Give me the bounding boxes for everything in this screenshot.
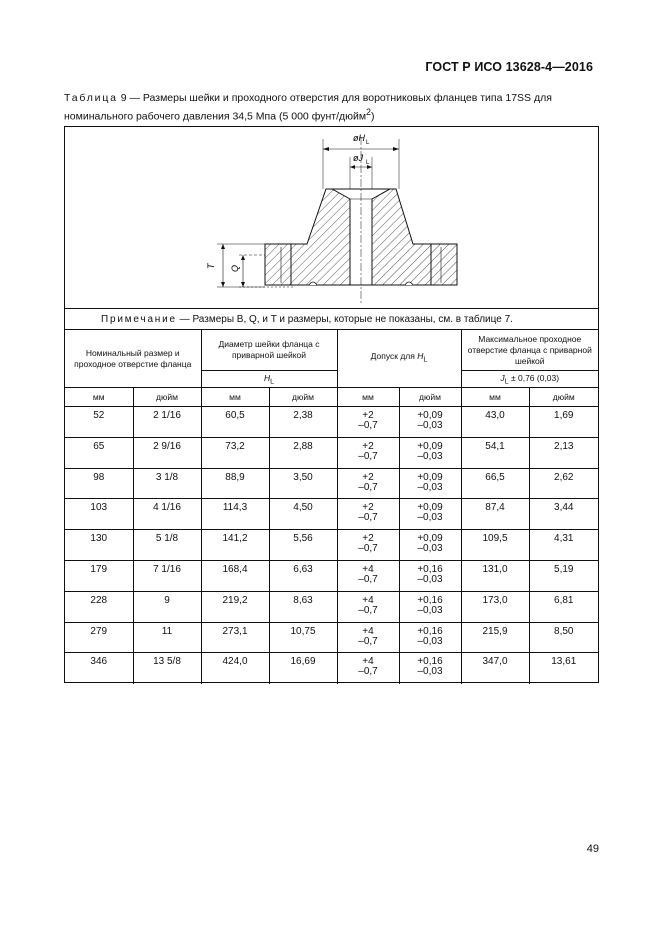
- page-number: 49: [586, 843, 599, 855]
- tolerance-minus: –0,7: [358, 573, 378, 585]
- cell-tol-in: [399, 530, 461, 561]
- cell-nominal-in: 11: [133, 622, 201, 653]
- col-header-neck-symbol: $H_L$: [201, 371, 337, 388]
- tolerance-plus: +0,16: [417, 625, 443, 637]
- cell-hl-in: 16,69: [269, 653, 337, 684]
- cell-nominal-mm: 65: [65, 437, 133, 468]
- tolerance-minus: –0,7: [358, 666, 378, 678]
- cell-nominal-mm: 103: [65, 499, 133, 530]
- tolerance-minus: –0,03: [417, 543, 443, 555]
- tolerance-plus: +2: [362, 410, 374, 421]
- col-header-bore: Максимальное проходное отверстие фланца с приварной шейкой: [461, 330, 598, 371]
- cell-hl-mm: 168,4: [201, 560, 269, 591]
- cell-jl-in: 5,19: [529, 560, 598, 591]
- tolerance-plus: +4: [362, 594, 374, 606]
- tolerance-plus: +2: [362, 533, 374, 545]
- unit-mm: мм: [201, 388, 269, 407]
- cell-hl-mm: 273,1: [201, 622, 269, 653]
- tolerance-minus: –0,7: [358, 481, 378, 493]
- cell-tol-in: [399, 622, 461, 653]
- cell-tol-mm: [337, 622, 399, 653]
- tolerance-plus: +0,09: [417, 410, 443, 421]
- dim-q-label: Q: [230, 264, 240, 272]
- col-header-nominal: Номинальный размер и проходное отверстие фланца: [65, 330, 201, 388]
- tolerance-minus: –0,03: [417, 604, 443, 616]
- tolerance-minus: –0,7: [358, 635, 378, 647]
- tolerance-plus: +2: [362, 440, 374, 452]
- cell-tol-in: [399, 499, 461, 530]
- note: [65, 308, 598, 329]
- cell-nominal-in: 5 1/8: [133, 530, 201, 561]
- tolerance-minus: –0,03: [417, 512, 443, 524]
- table-frame: [64, 126, 599, 683]
- flange-left-section: [265, 244, 291, 285]
- cell-tol-in: [399, 407, 461, 438]
- table-row: [65, 591, 598, 622]
- cell-jl-mm: 131,0: [461, 560, 529, 591]
- tolerance-minus: –0,7: [358, 512, 378, 524]
- tolerance-minus: –0,7: [358, 450, 378, 462]
- unit-in: дюйм: [399, 388, 461, 407]
- unit-mm: мм: [337, 388, 399, 407]
- dim-jl-sub: L: [366, 160, 370, 166]
- cell-tol-mm: [337, 560, 399, 591]
- tolerance-plus: +4: [362, 563, 374, 575]
- cell-tol-mm: [337, 499, 399, 530]
- tolerance-plus: +0,09: [417, 471, 443, 483]
- tolerance-minus: –0,03: [417, 573, 443, 585]
- cell-nominal-in: 3 1/8: [133, 468, 201, 499]
- cell-tol-mm: [337, 468, 399, 499]
- flange-left-neck: [291, 189, 350, 285]
- cell-jl-in: 2,13: [529, 437, 598, 468]
- tolerance-minus: –0,03: [417, 420, 443, 431]
- cell-hl-in: 2,88: [269, 437, 337, 468]
- cell-hl-in: 6,63: [269, 560, 337, 591]
- unit-in: дюйм: [529, 388, 598, 407]
- cell-jl-mm: 173,0: [461, 591, 529, 622]
- flange-drawing: [65, 127, 598, 308]
- cell-nominal-mm: 130: [65, 530, 133, 561]
- unit-mm: мм: [461, 388, 529, 407]
- cell-jl-mm: 66,5: [461, 468, 529, 499]
- tolerance-minus: –0,7: [358, 420, 378, 431]
- tolerance-plus: +4: [362, 656, 374, 668]
- cell-nominal-in: 7 1/16: [133, 560, 201, 591]
- cell-tol-mm: [337, 407, 399, 438]
- cell-nominal-in: 13 5/8: [133, 653, 201, 684]
- flange-right-section: [431, 244, 457, 285]
- cell-jl-mm: 54,1: [461, 437, 529, 468]
- cell-hl-in: 4,50: [269, 499, 337, 530]
- note-text: — Размеры B, Q, и T и размеры, которые не показаны, см. в таблице 7.: [176, 314, 513, 325]
- caption-close: ): [370, 110, 375, 122]
- cell-jl-in: 1,69: [529, 407, 598, 438]
- caption-label: Таблица: [64, 92, 118, 104]
- dim-hl-sub: L: [366, 140, 370, 146]
- tolerance-minus: –0,7: [358, 543, 378, 555]
- cell-nominal-mm: 346: [65, 653, 133, 684]
- cell-hl-in: 3,50: [269, 468, 337, 499]
- cell-tol-in: [399, 437, 461, 468]
- cell-jl-mm: 347,0: [461, 653, 529, 684]
- cell-nominal-in: 2 9/16: [133, 437, 201, 468]
- cell-jl-in: 8,50: [529, 622, 598, 653]
- unit-mm: мм: [65, 388, 133, 407]
- cell-tol-mm: [337, 653, 399, 684]
- cell-hl-mm: 88,9: [201, 468, 269, 499]
- cell-nominal-in: 9: [133, 591, 201, 622]
- unit-in: дюйм: [269, 388, 337, 407]
- dim-hl-label: øH: [353, 133, 365, 143]
- unit-in: дюйм: [133, 388, 201, 407]
- cell-tol-mm: [337, 437, 399, 468]
- tolerance-plus: +4: [362, 625, 374, 637]
- cell-tol-mm: [337, 591, 399, 622]
- table-row: [65, 530, 598, 561]
- col-header-bore-symbol: $J_L \pm 0,76$ (0,03): [461, 371, 598, 388]
- tolerance-minus: –0,03: [417, 450, 443, 462]
- table-row: [65, 622, 598, 653]
- table-row: [65, 560, 598, 591]
- dimensions-table: [65, 329, 598, 684]
- cell-jl-mm: 109,5: [461, 530, 529, 561]
- cell-hl-in: 2,38: [269, 407, 337, 438]
- cell-jl-in: 2,62: [529, 468, 598, 499]
- tolerance-plus: +0,09: [417, 440, 443, 452]
- cell-hl-mm: 60,5: [201, 407, 269, 438]
- tolerance-minus: –0,03: [417, 666, 443, 678]
- cell-hl-mm: 219,2: [201, 591, 269, 622]
- cell-nominal-in: 2 1/16: [133, 407, 201, 438]
- table-row: [65, 653, 598, 684]
- tolerance-plus: +0,16: [417, 656, 443, 668]
- tolerance-minus: –0,7: [358, 604, 378, 616]
- cell-nominal-mm: 52: [65, 407, 133, 438]
- cell-tol-in: [399, 468, 461, 499]
- caption-sup: 2: [366, 106, 371, 117]
- table-row: [65, 499, 598, 530]
- cell-hl-mm: 141,2: [201, 530, 269, 561]
- cell-nominal-mm: 179: [65, 560, 133, 591]
- tolerance-plus: +2: [362, 502, 374, 514]
- col-header-tolerance: Допуск для $H_L$: [337, 330, 461, 388]
- cell-jl-in: 6,81: [529, 591, 598, 622]
- cell-jl-in: 3,44: [529, 499, 598, 530]
- cell-tol-in: [399, 560, 461, 591]
- flange-right-neck: [372, 189, 431, 285]
- cell-jl-in: 4,31: [529, 530, 598, 561]
- cell-hl-mm: 424,0: [201, 653, 269, 684]
- table-row: [65, 407, 598, 438]
- cell-hl-mm: 73,2: [201, 437, 269, 468]
- cell-tol-in: [399, 653, 461, 684]
- cell-tol-in: [399, 591, 461, 622]
- dim-jl-label: øJ: [353, 153, 363, 163]
- cell-tol-mm: [337, 530, 399, 561]
- cell-hl-in: 10,75: [269, 622, 337, 653]
- tolerance-minus: –0,03: [417, 481, 443, 493]
- tolerance-plus: +0,16: [417, 563, 443, 575]
- tolerance-plus: +0,09: [417, 533, 443, 545]
- tolerance-plus: +0,09: [417, 502, 443, 514]
- cell-nominal-mm: 228: [65, 591, 133, 622]
- cell-hl-mm: 114,3: [201, 499, 269, 530]
- cell-jl-in: 13,61: [529, 653, 598, 684]
- cell-jl-mm: 43,0: [461, 407, 529, 438]
- table-row: [65, 468, 598, 499]
- dim-t-label: T: [206, 263, 216, 269]
- tolerance-plus: +0,16: [417, 594, 443, 606]
- tolerance-minus: –0,03: [417, 635, 443, 647]
- col-header-neck: Диаметр шейки фланца с приварной шейкой: [201, 330, 337, 371]
- cell-hl-in: 8,63: [269, 591, 337, 622]
- table-caption: [64, 92, 604, 124]
- cell-jl-mm: 87,4: [461, 499, 529, 530]
- tolerance-plus: +2: [362, 471, 374, 483]
- caption-text: 9 — Размеры шейки и проходного отверстия для воротниковых фланцев типа 17SS для номинального рабочего давления 34,5 Мпа (5 000 фунт/дюйм: [64, 92, 552, 122]
- table-row: [65, 437, 598, 468]
- cell-nominal-mm: 279: [65, 622, 133, 653]
- cell-hl-in: 5,56: [269, 530, 337, 561]
- cell-jl-mm: 215,9: [461, 622, 529, 653]
- note-label: Примечание: [101, 314, 177, 325]
- cell-nominal-in: 4 1/16: [133, 499, 201, 530]
- cell-nominal-mm: 98: [65, 468, 133, 499]
- standard-header: ГОСТ Р ИСО 13628-4—2016: [425, 60, 593, 74]
